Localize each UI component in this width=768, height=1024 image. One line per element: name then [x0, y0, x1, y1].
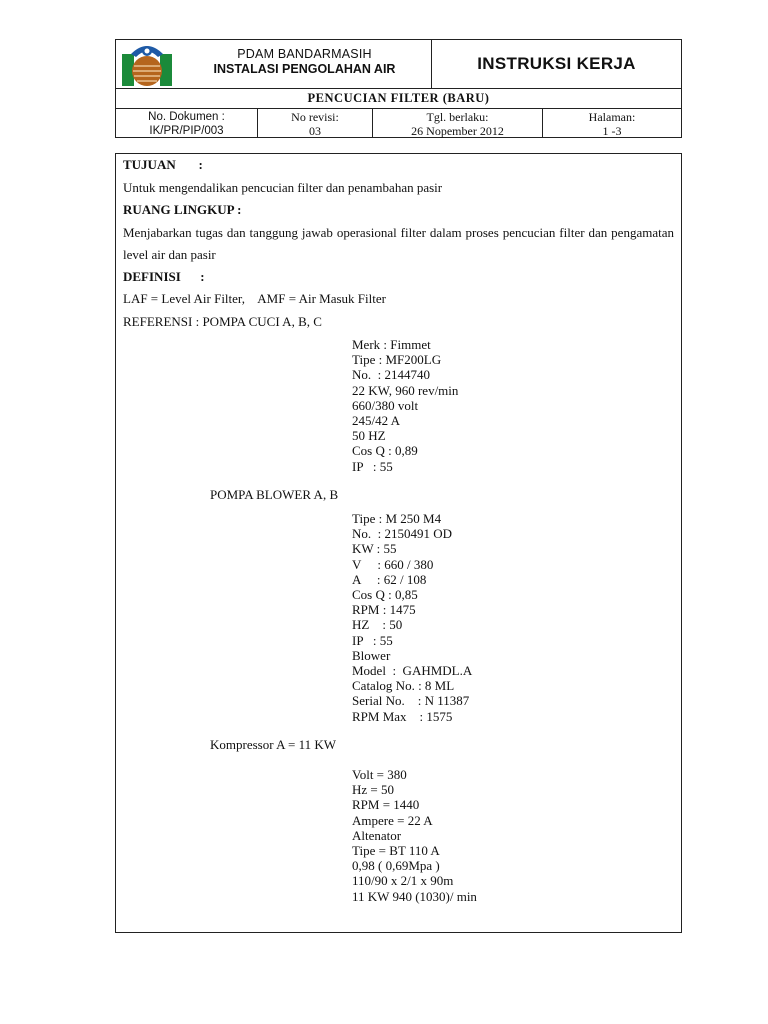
doc-number-cell [116, 109, 258, 137]
organization-name: PDAM BANDARMASIH [237, 47, 372, 61]
spec-line: Ampere = 22 A [352, 812, 433, 828]
pompa-cuci-specs [352, 337, 458, 474]
spec-line: Hz = 50 [352, 782, 394, 798]
spec-line: No. : 2144740 [352, 367, 430, 383]
ruang-lingkup-heading: RUANG LINGKUP : [123, 202, 242, 217]
spec-line: A : 62 / 108 [352, 571, 427, 587]
spec-line: 0,98 ( 0,69Mpa ) [352, 858, 440, 874]
spec-line: Volt = 380 [352, 767, 407, 782]
revision-value: 03 [309, 124, 321, 138]
effective-date-cell [373, 109, 543, 137]
spec-line: RPM : 1475 [352, 602, 416, 618]
document-meta-row [115, 108, 682, 138]
pompa-blower-title: POMPA BLOWER A, B [210, 487, 339, 502]
kompressor-title: Kompressor A = 11 KW [210, 737, 337, 752]
revision-label: No revisi: [291, 110, 339, 124]
document-body [115, 153, 682, 933]
spec-line: Catalog No. : 8 ML [352, 678, 455, 694]
doc-number-value: IK/PR/PIP/003 [149, 125, 224, 137]
document-title: PENCUCIAN FILTER (BARU) [115, 88, 682, 109]
spec-line: Altenator [352, 827, 402, 843]
spec-line: RPM Max : 1575 [352, 708, 453, 724]
spec-line: Cos Q : 0,89 [352, 443, 418, 459]
revision-cell [258, 109, 373, 137]
spec-line: HZ : 50 [352, 617, 403, 633]
doc-number-label: No. Dokumen : [148, 111, 225, 123]
spec-line: Tipe : MF200LG [352, 352, 442, 368]
spec-line: 110/90 x 2/1 x 90m [352, 873, 454, 889]
spec-line: 245/42 A [352, 413, 401, 429]
spec-line: 22 KW, 960 rev/min [352, 382, 459, 398]
spec-line: 11 KW 940 (1030)/ min [352, 888, 477, 904]
spec-line: No. : 2150491 OD [352, 526, 453, 542]
spec-line: RPM = 1440 [352, 797, 420, 813]
effective-date-label: Tgl. berlaku: [426, 110, 489, 124]
pdam-logo [116, 40, 178, 88]
kompressor-specs [352, 767, 477, 904]
organization-unit: INSTALASI PENGOLAHAN AIR [213, 62, 396, 76]
referensi-text: REFERENSI : POMPA CUCI A, B, C [123, 313, 322, 329]
spec-line: Serial No. : N 11387 [352, 693, 470, 709]
spec-line: Tipe : M 250 M4 [352, 511, 442, 526]
spec-line: Blower [352, 647, 391, 663]
spec-line: Merk : Fimmet [352, 337, 431, 352]
spec-line: IP : 55 [352, 632, 393, 648]
spec-line: Cos Q : 0,85 [352, 587, 418, 603]
spec-line: 660/380 volt [352, 397, 419, 413]
page-label: Halaman: [588, 110, 636, 124]
spec-line: 50 HZ [352, 428, 386, 444]
body-text [123, 154, 674, 333]
document-type: INSTRUKSI KERJA [477, 54, 636, 73]
tujuan-heading: TUJUAN : [123, 157, 203, 172]
definisi-heading: DEFINISI : [123, 268, 205, 284]
pdam-logo-icon [116, 40, 178, 88]
ruang-lingkup-text: Menjabarkan tugas dan tanggung jawab operasional filter dalam proses pencucian filter dan pengamatan level air dan pasir [123, 224, 674, 262]
definisi-text: LAF = Level Air Filter, AMF = Air Masuk Filter [123, 291, 386, 306]
document-header [115, 39, 682, 89]
effective-date-value: 26 Nopember 2012 [411, 124, 504, 138]
page-cell [543, 109, 681, 137]
organization-block [178, 40, 432, 88]
page-value: 1 -3 [602, 124, 622, 138]
spec-line: Model : GAHMDL.A [352, 663, 473, 679]
spec-line: IP : 55 [352, 458, 393, 474]
spec-line: KW : 55 [352, 541, 397, 557]
tujuan-text: Untuk mengendalikan pencucian filter dan penambahan pasir [123, 179, 443, 195]
spec-line: V : 660 / 380 [352, 556, 434, 572]
pompa-blower-specs [352, 511, 472, 724]
spec-line: Tipe = BT 110 A [352, 843, 440, 859]
